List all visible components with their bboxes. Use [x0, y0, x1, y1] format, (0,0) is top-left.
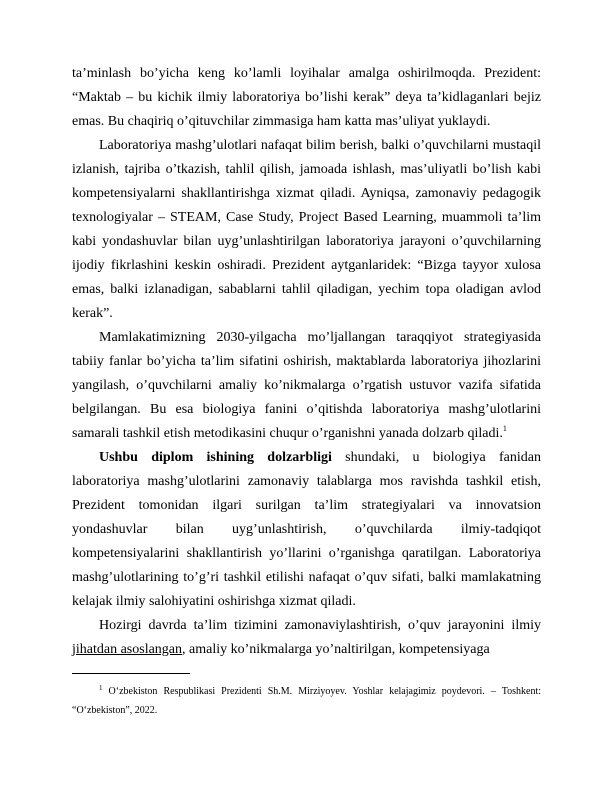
document-body: [72, 62, 541, 662]
paragraph-5-start: Hozirgi davrda ta’lim tizimini zamonaviylashtirish, o’quv jarayonini ilmiy: [99, 618, 541, 633]
footnote: [72, 682, 541, 720]
paragraph-5: [72, 614, 541, 662]
relevance-heading: Ushbu diplom ishining dolzarbligi: [99, 450, 332, 465]
footnote-number: 1: [99, 684, 103, 692]
paragraph-3: [72, 326, 541, 446]
paragraph-4-text: shundaki, u biologiya fanidan laboratoriya mashg’ulotlarini zamonaviy talablarga mos ravishda tashkil etish, Prezident tomonidan ilgari surilgan ta’lim strategiyalari va innovatsion yondashuvlar bilan uyg’unlashtirish, o’quvchilarda ilmiy-tadqiqot kompetensiyalarini shakllantirish yo’llarini o’rganishga qaratilgan. Laboratoriya mashg’ulotlarining to’g’ri tashkil etilishi nafaqat o’quv sifati, balki mamlakatning kelajak ilmiy salohiyatini oshirishga xizmat qiladi.: [72, 450, 541, 609]
footnote-reference[interactable]: 1: [502, 424, 507, 433]
paragraph-3-text: Mamlakatimizning 2030-yilgacha mo’ljallangan taraqqiyot strategiyasida tabiiy fanlar bo’yicha ta’lim sifatini oshirish, maktablarda laboratoriya jihozlarini yangilash, o’quvchilarni amaliy ko’nikmalarga o’rgatish ustuvor vazifa sifatida belgilangan. Bu esa biologiya fanini o’qitishda laboratoriya mashg’ulotlarini samarali tashkil etish metodikasini chuqur o’rganishni yanada dolzarb qiladi.: [72, 330, 541, 441]
paragraph-5-underlined: jihatdan asoslangan: [72, 642, 183, 657]
footnote-separator: [72, 673, 190, 674]
paragraph-1: ta’minlash bo’yicha keng ko’lamli loyihalar amalga oshirilmoqda. Prezident: “Maktab – bu kichik ilmiy laboratoriya bo’lishi kerak” deya ta’kidlaganlari bejiz emas. Bu chaqiriq o’qituvchilar zimmasiga ham katta mas’uliyat yuklaydi.: [72, 66, 541, 129]
paragraph-4: [72, 446, 541, 614]
paragraph-5-end: , amaliy ko’nikmalarga yo’naltirilgan, kompetensiyaga: [182, 642, 490, 657]
paragraph-2: Laboratoriya mashg’ulotlari nafaqat bilim berish, balki o’quvchilarni mustaqil izlanish, tajriba o’tkazish, tahlil qilish, jamoada ishlash, mas’uliyatli bo’lish kabi kompetensiyalarni shakllantirishga xizmat qiladi. Ayniqsa, zamonaviy pedagogik texnologiyalar – STEAM, Case Study, Project Based Learning, muammoli ta’lim kabi yondashuvlar bilan uyg’unlashtirilgan laboratoriya jarayoni o’quvchilarning ijodiy fikrlashini keskin oshiradi. Prezident aytganlaridek: “Bizga tayyor xulosa emas, balki izlanadigan, sabablarni tahlil qiladigan, yechim topa oladigan avlod kerak”.: [72, 138, 541, 321]
footnote-text: O‘zbekiston Respublikasi Prezidenti Sh.M. Mirziyoyev. Yoshlar kelajagimiz poydevori. – Toshkent: “O‘zbekiston”, 2022.: [72, 686, 541, 716]
